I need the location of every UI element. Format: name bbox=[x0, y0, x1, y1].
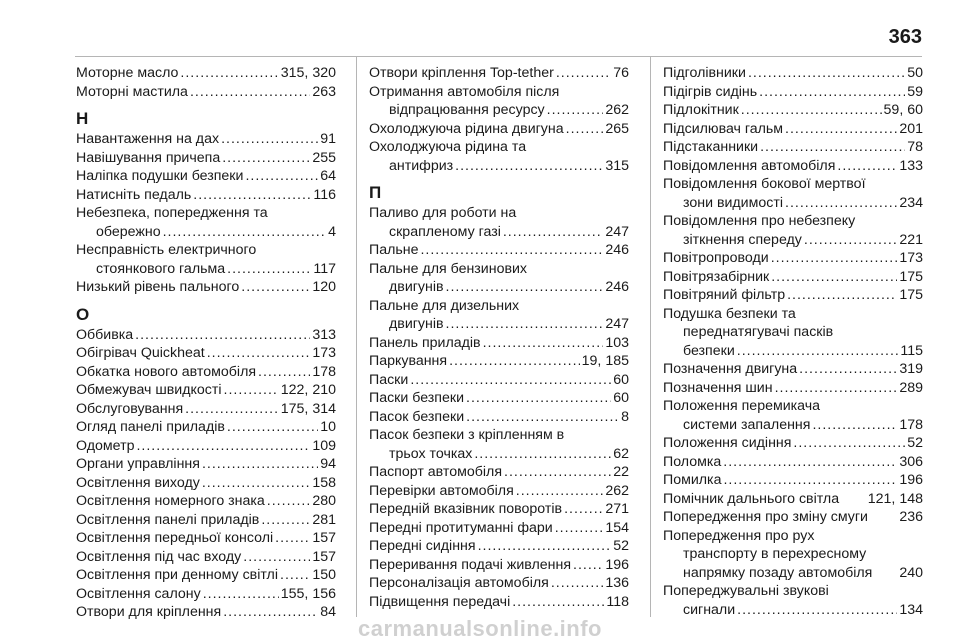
index-term: Моторні мастила bbox=[76, 83, 188, 100]
index-entry bbox=[76, 492, 336, 511]
index-entry bbox=[663, 490, 923, 509]
index-entry bbox=[76, 437, 336, 456]
dot-leader bbox=[799, 360, 897, 379]
index-column-1 bbox=[76, 64, 336, 622]
index-page-ref: 52 bbox=[907, 435, 923, 451]
index-page-ref: 196 bbox=[605, 556, 629, 573]
dot-leader bbox=[207, 344, 311, 363]
index-page-ref: 62 bbox=[613, 445, 629, 462]
index-term: Положення перемикача bbox=[663, 398, 821, 414]
dot-leader bbox=[555, 519, 604, 538]
index-page-ref: 10 bbox=[320, 419, 336, 435]
index-page-ref: 121, 148 bbox=[867, 490, 923, 507]
index-term: Пальне для дизельних bbox=[369, 297, 520, 314]
index-page-ref: 306 bbox=[899, 453, 923, 470]
index-entry bbox=[76, 130, 336, 149]
column-divider bbox=[650, 57, 651, 617]
index-term: Моторне масло bbox=[76, 65, 179, 81]
index-term: Панель приладів bbox=[369, 334, 481, 351]
index-term: Органи управління bbox=[76, 456, 200, 472]
index-term: Освітлення салону bbox=[76, 585, 201, 602]
dot-leader bbox=[723, 453, 897, 472]
dot-leader bbox=[785, 120, 897, 139]
index-page-ref: 122, 210 bbox=[280, 382, 336, 398]
index-term: обережно bbox=[96, 223, 161, 240]
index-entry bbox=[369, 593, 629, 612]
index-term: Отримання автомобіля після bbox=[369, 83, 560, 100]
index-page-ref: 178 bbox=[312, 363, 336, 380]
index-entry bbox=[663, 249, 923, 268]
index-entry bbox=[663, 305, 923, 361]
index-page-ref: 173 bbox=[899, 250, 923, 266]
index-page-ref: 175, 314 bbox=[280, 400, 336, 417]
dot-leader bbox=[410, 371, 611, 390]
index-page-ref: 262 bbox=[605, 482, 629, 499]
index-entry bbox=[76, 64, 336, 83]
index-term: Охолоджуюча рідина двигуна bbox=[369, 120, 564, 137]
dot-leader bbox=[222, 149, 310, 168]
dot-leader bbox=[573, 556, 603, 575]
index-page-ref: 103 bbox=[605, 334, 629, 351]
index-page-ref: 50 bbox=[907, 65, 923, 81]
dot-leader bbox=[203, 585, 279, 604]
index-page-ref: 78 bbox=[907, 139, 923, 155]
index-term: трьох точках bbox=[389, 445, 473, 462]
index-term: Пасок безпеки bbox=[369, 408, 465, 425]
index-term: зони видимості bbox=[683, 194, 783, 211]
dot-leader bbox=[775, 379, 898, 398]
index-entry bbox=[76, 204, 336, 241]
index-term: Обмежувач швидкості bbox=[76, 382, 222, 398]
index-entry bbox=[663, 268, 923, 287]
dot-leader bbox=[741, 101, 882, 120]
index-page-ref: 19, 185 bbox=[581, 353, 629, 369]
index-page-ref: 118 bbox=[606, 593, 629, 610]
index-term: Помилка bbox=[663, 472, 722, 488]
index-entry bbox=[369, 204, 629, 241]
index-page-ref: 115 bbox=[900, 342, 923, 359]
index-term: Освітлення при денному світлі bbox=[76, 567, 278, 583]
index-page-ref: 4 bbox=[328, 223, 336, 240]
index-entry bbox=[76, 381, 336, 400]
index-term: переднатягувачі пасків bbox=[683, 324, 834, 340]
dot-leader bbox=[483, 334, 604, 353]
index-entry bbox=[76, 566, 336, 585]
index-entry bbox=[663, 582, 923, 619]
index-term: Паркування bbox=[369, 353, 448, 369]
index-entry bbox=[369, 389, 629, 408]
index-page-ref: 246 bbox=[605, 242, 629, 258]
dot-leader bbox=[227, 260, 311, 279]
dot-leader bbox=[455, 157, 603, 176]
index-term: Небезпека, попередження та bbox=[76, 205, 268, 221]
index-page-ref: 262 bbox=[605, 102, 629, 118]
index-term: Передні сидіння bbox=[369, 538, 476, 554]
dot-leader bbox=[759, 83, 905, 102]
index-term: Попереджувальні звукові bbox=[663, 583, 829, 599]
index-entry bbox=[663, 64, 923, 83]
index-entry bbox=[76, 363, 336, 382]
index-term: Наліпка подушки безпеки bbox=[76, 168, 244, 184]
dot-leader bbox=[804, 231, 897, 250]
index-entry bbox=[663, 379, 923, 398]
dot-leader bbox=[512, 593, 604, 612]
index-term: Пальне для бензинових bbox=[369, 260, 528, 277]
index-page-ref: 319 bbox=[899, 361, 923, 377]
index-term: Освітлення виходу bbox=[76, 474, 200, 491]
index-entry bbox=[369, 408, 629, 427]
index-term: Поломка bbox=[663, 453, 722, 470]
index-term: Несправність електричного bbox=[76, 242, 257, 258]
index-page-ref: 59, 60 bbox=[883, 102, 923, 118]
index-term: Попередження про зміну смуги bbox=[663, 509, 868, 525]
index-entry bbox=[369, 500, 629, 519]
index-entry bbox=[76, 474, 336, 493]
index-column-2 bbox=[369, 64, 629, 611]
index-page-ref: 134 bbox=[899, 601, 923, 618]
index-entry bbox=[369, 334, 629, 353]
index-page-ref: 221 bbox=[899, 231, 923, 248]
index-page-ref: 175 bbox=[899, 268, 923, 285]
index-page-ref: 201 bbox=[899, 120, 923, 137]
dot-leader bbox=[503, 223, 603, 242]
index-page-ref: 109 bbox=[312, 437, 336, 454]
index-term: антифриз bbox=[389, 157, 454, 174]
dot-leader bbox=[551, 574, 604, 593]
dot-leader bbox=[221, 130, 318, 149]
index-entry bbox=[663, 397, 923, 434]
index-entry bbox=[663, 83, 923, 102]
dot-leader bbox=[566, 120, 604, 139]
index-term: Паливо для роботи на bbox=[369, 205, 517, 221]
dot-leader bbox=[135, 326, 310, 345]
dot-leader bbox=[446, 278, 604, 297]
dot-leader bbox=[504, 463, 611, 482]
index-page-ref: 136 bbox=[605, 575, 629, 591]
index-term: транспорту в перехресному bbox=[683, 546, 867, 562]
index-entry bbox=[76, 418, 336, 437]
index-page-ref: 313 bbox=[312, 326, 336, 343]
dot-leader bbox=[420, 241, 603, 260]
index-page-ref: 315, 320 bbox=[280, 65, 336, 81]
dot-leader bbox=[771, 249, 898, 268]
index-term: Переривання подачі живлення bbox=[369, 556, 571, 573]
index-term: Передні протитуманні фари bbox=[369, 519, 553, 536]
index-entry bbox=[663, 157, 923, 176]
index-page-ref: 280 bbox=[312, 493, 336, 509]
index-page-ref: 94 bbox=[320, 456, 336, 472]
index-page-ref: 116 bbox=[313, 186, 336, 203]
index-entry bbox=[76, 278, 336, 297]
index-entry bbox=[663, 527, 923, 583]
index-page-ref: 236 bbox=[899, 509, 923, 525]
index-letter-heading: Н bbox=[76, 109, 89, 128]
index-term: Паски bbox=[369, 371, 409, 388]
index-entry bbox=[76, 326, 336, 345]
dot-leader bbox=[163, 223, 327, 242]
header-rule bbox=[75, 56, 922, 57]
dot-leader bbox=[202, 474, 311, 493]
index-entry bbox=[663, 120, 923, 139]
index-page-ref: 263 bbox=[312, 83, 336, 100]
index-term: Повітропроводи bbox=[663, 250, 769, 266]
dot-leader bbox=[723, 471, 897, 490]
index-term: Підлокітник bbox=[663, 102, 739, 118]
index-term: двигунів bbox=[389, 279, 444, 295]
index-entry bbox=[369, 352, 629, 371]
index-term: Помічник дальнього світла bbox=[663, 490, 840, 507]
index-page-ref: 154 bbox=[605, 519, 629, 536]
index-term: Передній вказівник поворотів bbox=[369, 501, 563, 517]
index-page-ref: 117 bbox=[313, 260, 336, 277]
dot-leader bbox=[241, 278, 310, 297]
index-entry bbox=[663, 360, 923, 379]
index-entry bbox=[663, 508, 923, 527]
index-entry bbox=[369, 537, 629, 556]
index-page-ref: 155, 156 bbox=[280, 585, 336, 602]
index-entry bbox=[663, 453, 923, 472]
index-term: Повідомлення про небезпеку bbox=[663, 213, 856, 229]
index-term: Обкатка нового автомобіля bbox=[76, 363, 257, 380]
column-divider bbox=[356, 57, 357, 617]
index-entry bbox=[76, 241, 336, 278]
index-entry bbox=[369, 120, 629, 139]
index-term: Положення сидіння bbox=[663, 435, 792, 451]
index-term: Паспорт автомобіля bbox=[369, 464, 503, 480]
index-page-ref: 196 bbox=[899, 472, 923, 488]
index-page-ref: 150 bbox=[312, 567, 336, 583]
index-page-ref: 120 bbox=[312, 279, 336, 295]
dot-leader bbox=[180, 64, 278, 83]
index-term: Позначення шин bbox=[663, 379, 773, 396]
index-page-ref: 281 bbox=[312, 511, 336, 528]
dot-leader bbox=[202, 455, 318, 474]
index-term: Оббивка bbox=[76, 326, 134, 343]
index-entry bbox=[76, 548, 336, 567]
index-term: Пасок безпеки з кріпленням в bbox=[369, 427, 565, 443]
index-letter-heading: П bbox=[369, 183, 382, 202]
index-term: напрямку позаду автомобіля bbox=[683, 564, 873, 581]
dot-leader bbox=[227, 418, 318, 437]
index-page-ref: 157 bbox=[312, 548, 336, 565]
index-entry bbox=[76, 400, 336, 419]
index-term: сигнали bbox=[683, 601, 736, 618]
dot-leader bbox=[280, 566, 310, 585]
dot-leader bbox=[258, 363, 310, 382]
index-term: Навантаження на дах bbox=[76, 131, 220, 147]
index-page-ref: 60 bbox=[613, 390, 629, 406]
index-term: Паски безпеки bbox=[369, 390, 465, 406]
index-entry bbox=[76, 344, 336, 363]
dot-leader bbox=[261, 511, 310, 530]
index-page-ref: 255 bbox=[312, 149, 336, 166]
index-term: Обслуговування bbox=[76, 400, 184, 417]
index-entry bbox=[369, 463, 629, 482]
index-entry bbox=[663, 101, 923, 120]
dot-leader bbox=[837, 157, 897, 176]
index-entry bbox=[76, 167, 336, 186]
dot-leader bbox=[556, 64, 611, 83]
index-term: Освітлення панелі приладів bbox=[76, 511, 260, 528]
index-term: Охолоджуюча рідина та bbox=[369, 139, 527, 155]
index-term: Подушка безпеки та bbox=[663, 305, 796, 322]
index-entry bbox=[369, 482, 629, 501]
index-page-ref: 265 bbox=[605, 120, 629, 137]
index-entry bbox=[369, 371, 629, 390]
index-entry bbox=[369, 519, 629, 538]
index-term: безпеки bbox=[683, 342, 735, 359]
dot-leader bbox=[224, 381, 279, 400]
index-entry bbox=[76, 149, 336, 168]
index-page-ref: 173 bbox=[312, 345, 336, 361]
index-entry bbox=[369, 64, 629, 83]
dot-leader bbox=[474, 445, 611, 464]
index-term: Повітряний фільтр bbox=[663, 287, 786, 303]
index-page-ref: 22 bbox=[613, 464, 629, 480]
dot-leader bbox=[466, 408, 619, 427]
dot-leader bbox=[793, 434, 905, 453]
index-entry bbox=[369, 556, 629, 575]
index-term: Освітлення під час входу bbox=[76, 548, 242, 565]
dot-leader bbox=[466, 389, 611, 408]
index-entry bbox=[76, 511, 336, 530]
index-term: Отвори для кріплення bbox=[76, 604, 222, 620]
index-entry bbox=[369, 297, 629, 334]
dot-leader bbox=[564, 500, 603, 519]
index-term: Освітлення передньої консолі bbox=[76, 530, 274, 546]
dot-leader bbox=[267, 492, 311, 511]
index-term: Повідомлення автомобіля bbox=[663, 157, 836, 174]
index-page-ref: 315 bbox=[605, 157, 629, 174]
index-term: двигунів bbox=[389, 316, 444, 332]
index-term: Підвищення передачі bbox=[369, 593, 511, 610]
index-term: Одометр bbox=[76, 437, 135, 454]
index-page-ref: 84 bbox=[320, 604, 336, 620]
index-entry bbox=[369, 574, 629, 593]
index-page-ref: 133 bbox=[899, 157, 923, 174]
index-entry bbox=[663, 212, 923, 249]
index-entry bbox=[663, 434, 923, 453]
index-page-ref: 52 bbox=[613, 538, 629, 554]
index-term: Обігрівач Quickheat bbox=[76, 345, 205, 361]
index-letter-heading: О bbox=[76, 304, 90, 324]
dot-leader bbox=[547, 101, 604, 120]
index-page-ref: 59 bbox=[907, 83, 923, 100]
index-term: відпрацювання ресурсу bbox=[389, 102, 545, 118]
index-page-ref: 247 bbox=[605, 223, 629, 240]
dot-leader bbox=[190, 83, 310, 102]
dot-leader bbox=[737, 342, 899, 361]
index-entry bbox=[76, 83, 336, 102]
index-page-ref: 178 bbox=[899, 416, 923, 433]
index-page-ref: 247 bbox=[605, 316, 629, 332]
index-entry bbox=[369, 260, 629, 297]
index-page-ref: 76 bbox=[613, 65, 629, 81]
index-term: Повітрязабірник bbox=[663, 268, 770, 285]
index-term: Пальне bbox=[369, 242, 419, 258]
index-entry bbox=[369, 83, 629, 120]
dot-leader bbox=[185, 400, 279, 419]
dot-leader bbox=[760, 138, 905, 157]
index-entry bbox=[663, 286, 923, 305]
index-term: Натисніть педаль bbox=[76, 186, 192, 203]
index-term: Перевірки автомобіля bbox=[369, 482, 514, 499]
index-page-ref: 8 bbox=[621, 408, 629, 425]
index-entry bbox=[76, 186, 336, 205]
index-term: системи запалення bbox=[683, 416, 811, 433]
index-entry bbox=[369, 138, 629, 175]
index-term: Попередження про рух bbox=[663, 527, 815, 544]
dot-leader bbox=[275, 529, 310, 548]
index-entry bbox=[76, 455, 336, 474]
dot-leader bbox=[785, 194, 897, 213]
index-page-ref: 64 bbox=[320, 168, 336, 184]
dot-leader bbox=[516, 482, 604, 501]
watermark: carmanualsonline.info bbox=[358, 616, 602, 641]
index-page-ref: 289 bbox=[899, 379, 923, 396]
index-term: Персоналізація автомобіля bbox=[369, 575, 549, 591]
index-entry bbox=[663, 471, 923, 490]
dot-leader bbox=[136, 437, 310, 456]
page-number: 363 bbox=[888, 26, 922, 48]
index-column-3 bbox=[663, 64, 923, 619]
dot-leader bbox=[787, 286, 897, 305]
index-page-ref: 175 bbox=[899, 287, 923, 303]
index-entry bbox=[663, 175, 923, 212]
dot-leader bbox=[449, 352, 580, 371]
index-entry bbox=[663, 138, 923, 157]
dot-leader bbox=[478, 537, 612, 556]
dot-leader bbox=[812, 416, 897, 435]
index-term: Отвори кріплення Top-tether bbox=[369, 65, 554, 81]
dot-leader bbox=[193, 186, 311, 205]
index-entry bbox=[369, 241, 629, 260]
index-term: Повідомлення бокової мертвої bbox=[663, 176, 866, 192]
index-page-ref: 271 bbox=[605, 501, 629, 517]
index-term: Низький рівень пального bbox=[76, 279, 240, 295]
index-term: Позначення двигуна bbox=[663, 361, 798, 377]
index-term: Підсилювач гальм bbox=[663, 120, 784, 137]
index-term: зіткнення спереду bbox=[683, 231, 802, 248]
index-term: Підстаканники bbox=[663, 139, 759, 155]
dot-leader bbox=[245, 167, 318, 186]
dot-leader bbox=[771, 268, 897, 287]
index-entry bbox=[76, 529, 336, 548]
index-entry bbox=[76, 585, 336, 604]
index-term: стоянкового гальма bbox=[96, 260, 226, 277]
index-term: скрапленому газі bbox=[389, 223, 501, 240]
index-page-ref: 157 bbox=[312, 530, 336, 546]
dot-leader bbox=[748, 64, 905, 83]
index-term: Навішування причепа bbox=[76, 149, 221, 166]
index-page-ref: 246 bbox=[605, 279, 629, 295]
index-term: Підігрів сидінь bbox=[663, 83, 758, 100]
index-term: Освітлення номерного знака bbox=[76, 493, 265, 509]
index-page-ref: 240 bbox=[899, 564, 923, 581]
dot-leader bbox=[446, 315, 604, 334]
index-term: Підголівники bbox=[663, 65, 746, 81]
index-page-ref: 234 bbox=[899, 194, 923, 211]
index-term: Огляд панелі приладів bbox=[76, 419, 225, 435]
dot-leader bbox=[243, 548, 310, 567]
index-page-ref: 60 bbox=[613, 371, 629, 388]
index-page-ref: 158 bbox=[312, 474, 336, 491]
index-page-ref: 91 bbox=[320, 131, 336, 147]
index-entry bbox=[369, 426, 629, 463]
